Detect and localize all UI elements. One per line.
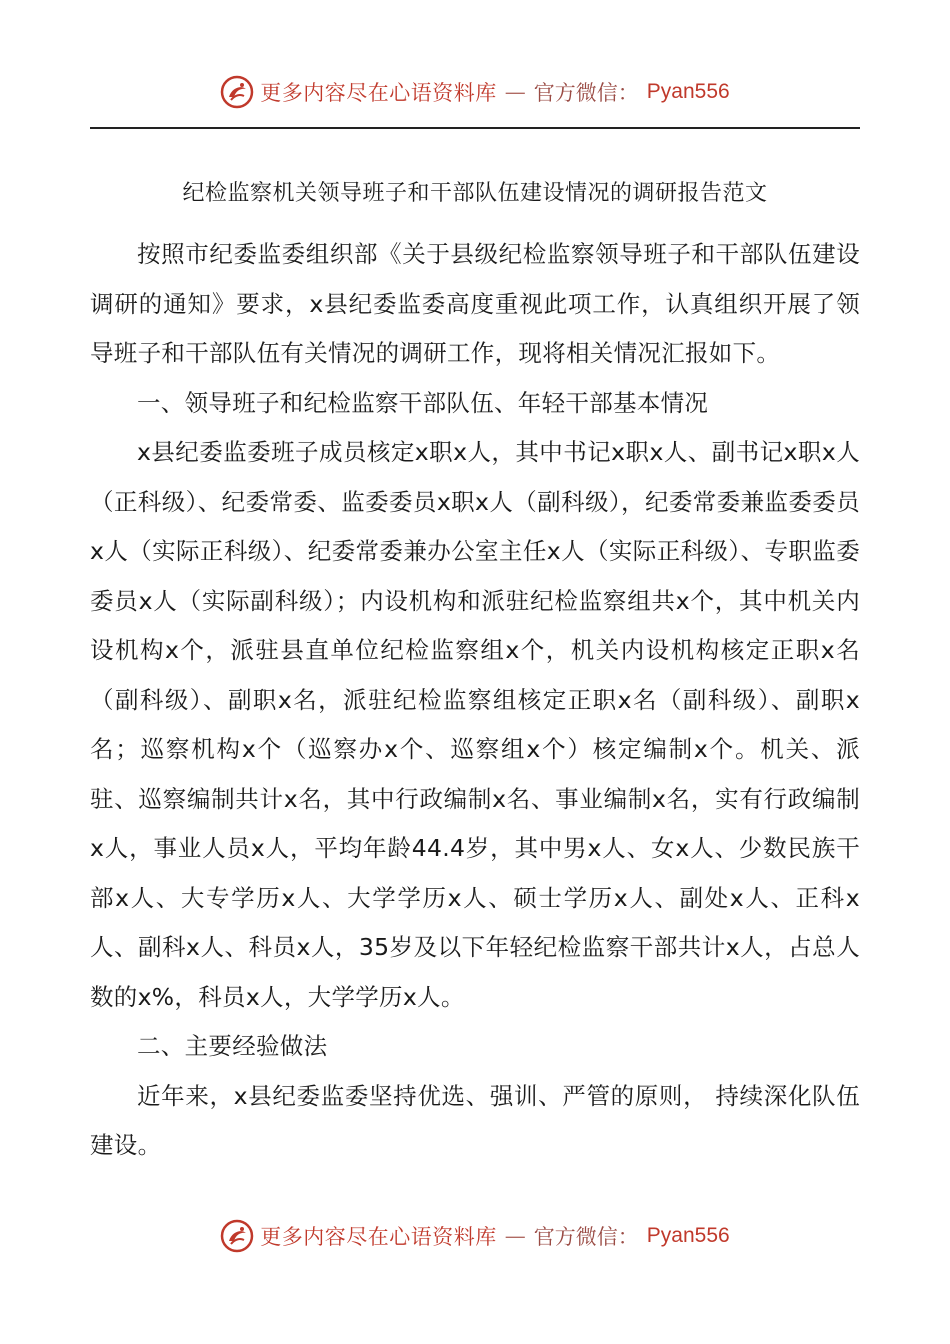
header-wechat-id: Pyan556 [646,80,730,103]
header-brand-text: 更多内容尽在心语资料库 [260,81,497,105]
header-wechat-label: 官方微信： [533,81,639,105]
footer-separator: — [504,1224,526,1248]
section-2-heading: 二、主要经验做法 [137,1032,328,1060]
footer-brand [220,1219,729,1253]
footer-wechat-label: 官方微信： [533,1225,639,1249]
section-2-paragraph: 近年来，x县纪委监委坚持优选、强训、严管的原则， 持续深化队伍建设。 [90,1081,860,1159]
swirl-logo-icon [220,1219,254,1253]
document-title: 纪检监察机关领导班子和干部队伍建设情况的调研报告范文 [182,181,768,206]
swirl-logo-icon [220,75,254,109]
section-1-paragraph: x县纪委监委班子成员核定x职x人，其中书记x职x人、副书记x职x人（正科级）、纪委常委、监委委员x职x人（副科级），纪委常委兼监委委员x人（实际正科级）、纪委常委兼办公室主任x人（实际正科级）、专职监委委员x人（实际副科级）；内设机构和派驻纪检监察组共x个，其中机关内设机构x个，派驻县直单位纪检监察组x个，机关内设机构核定正职x名（副科级）、副职x名，派驻纪检监察组核定正职x名（副科级）、副职x名；巡察机构x个（巡察办x个、巡察组x个）核定编制x个。机关、派驻、巡察编制共计x名，其中行政编制x名、事业编制x名，实有行政编制x人，事业人员x人，平均年龄44.4岁，其中男x人、女x人、少数民族干部x人、大专学历x人、大学学历x人、硕士学历x人、副处x人、正科x人、副科x人、科员x人，35岁及以下年轻纪检监察干部共计x人，占总人数的x%，科员x人，大学学历x人。 [90,438,860,1011]
document-body [90,230,860,1171]
header-separator: — [504,80,526,104]
footer-wechat-id: Pyan556 [646,1224,730,1247]
header-divider [90,127,860,129]
page-footer [0,1216,950,1256]
page-header [0,72,950,112]
footer-brand-text: 更多内容尽在心语资料库 [260,1225,497,1249]
header-brand [220,75,729,109]
section-1-heading: 一、领导班子和纪检监察干部队伍、年轻干部基本情况 [137,388,709,417]
intro-paragraph: 按照市纪委监委组织部《关于县级纪检监察领导班子和干部队伍建设调研的通知》要求，x县纪委监委高度重视此项工作，认真组织开展了领导班子和干部队伍有关情况的调研工作，现将相关情况汇报如下。 [90,240,860,367]
